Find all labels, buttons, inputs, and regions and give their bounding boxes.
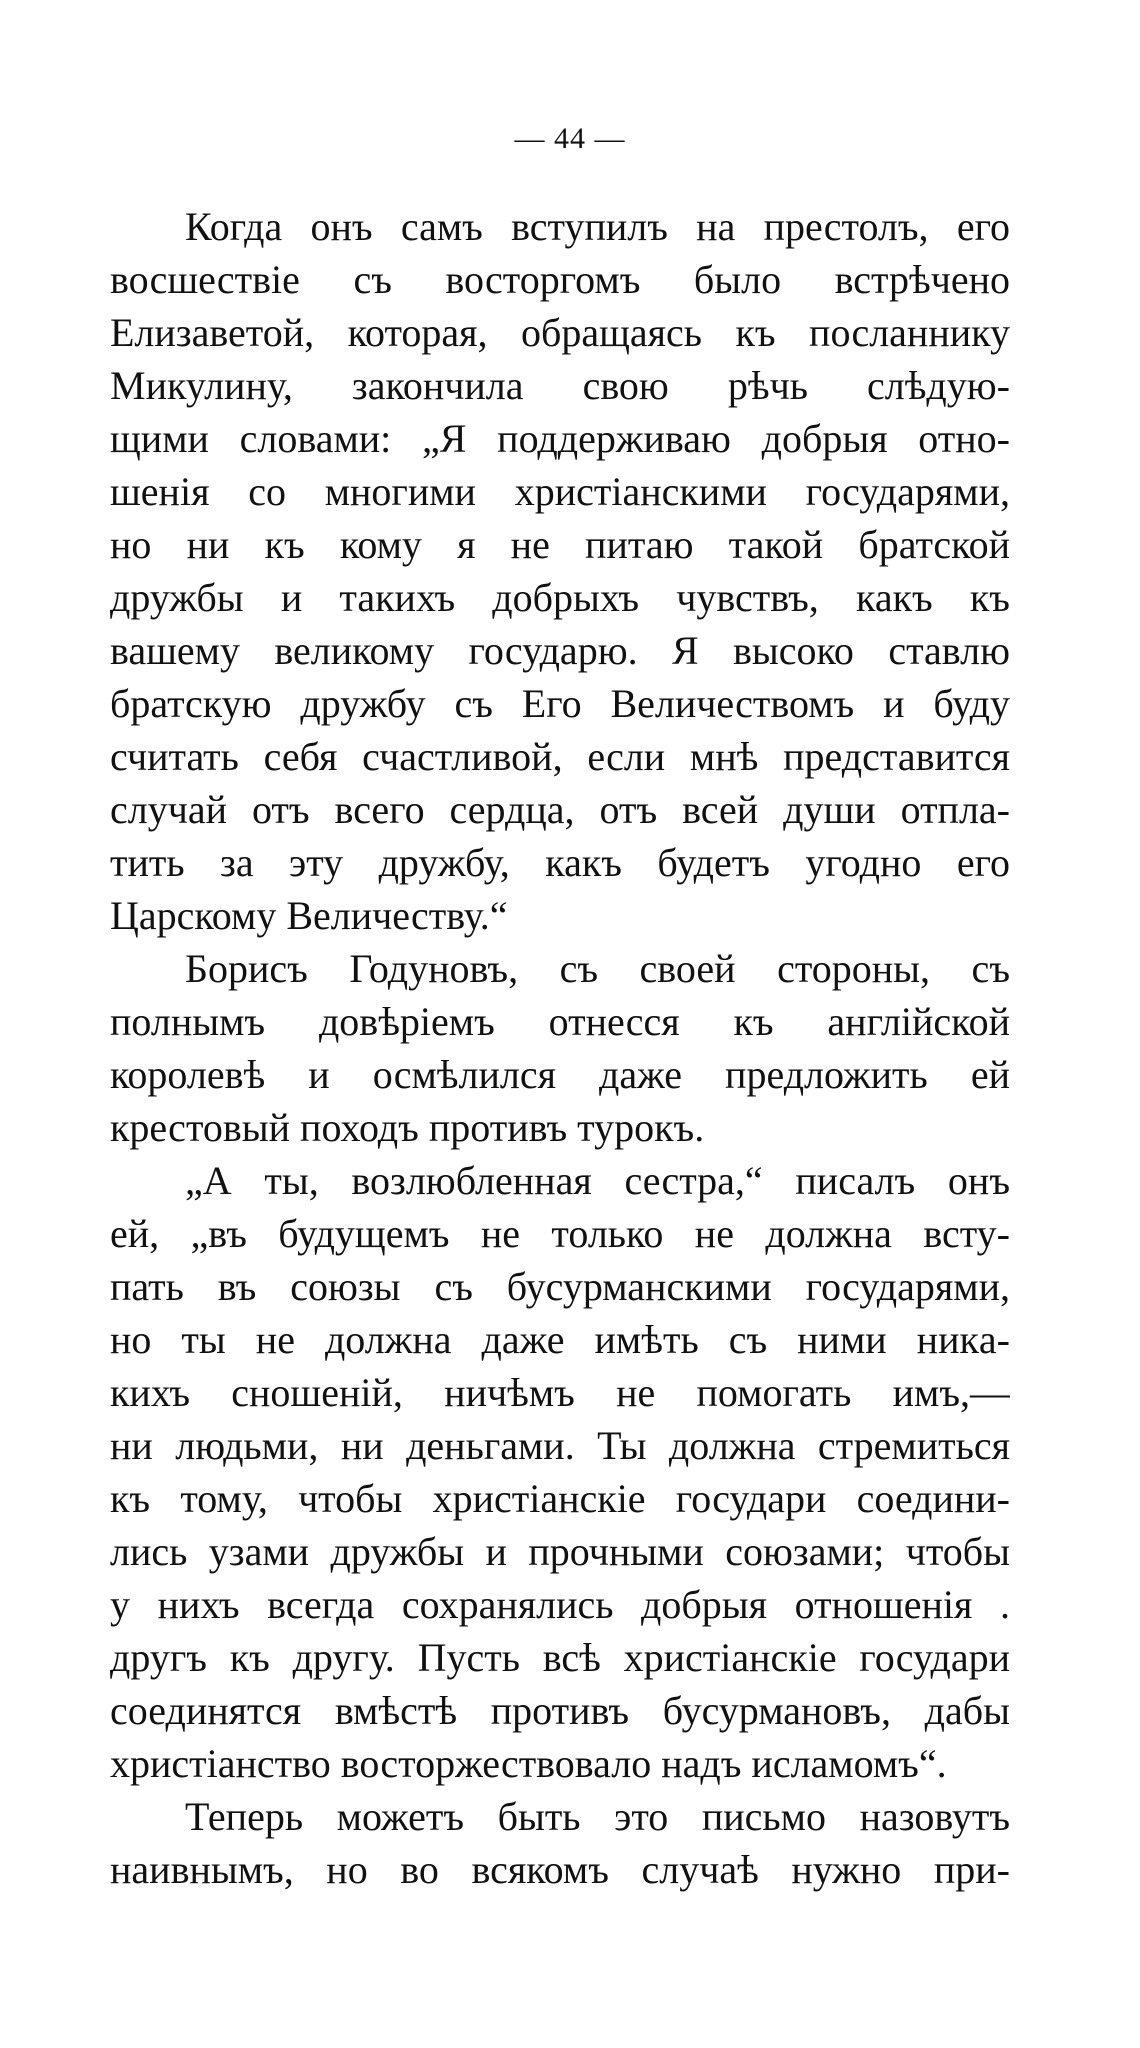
text-line: но ни къ кому я не питаю такой братской (110, 522, 1010, 567)
text-line: крестовый походъ противъ турокъ. (110, 1105, 705, 1150)
page-number: — 44 — (514, 122, 626, 155)
text-line: Елизаветой, которая, обращаясь къ посланнику (110, 310, 1010, 355)
text-line: восшествіе съ восторгомъ было встрѣчено (110, 257, 1010, 302)
text-line: къ тому, чтобы христіанскіе государи соедини- (110, 1476, 1010, 1521)
text-line: ей, „въ будущемъ не только не должна всту- (110, 1211, 1010, 1256)
text-line: считать себя счастливой, если мнѣ представится (110, 734, 1010, 779)
body-text (110, 200, 1010, 1896)
text-line: Когда онъ самъ вступилъ на престолъ, его (185, 204, 1010, 249)
text-line: дружбы и такихъ добрыхъ чувствъ, какъ къ (110, 575, 1010, 620)
text-line: Царскому Величеству.“ (110, 893, 508, 938)
text-line: случай отъ всего сердца, отъ всей души отпла- (110, 787, 1010, 832)
text-line: но ты не должна даже имѣть съ ними никa- (110, 1317, 1010, 1362)
text-line: Теперь можетъ быть это письмо назовутъ (185, 1794, 1010, 1839)
text-line: ни людьми, ни деньгами. Ты должна стремиться (110, 1423, 1010, 1468)
text-line: щими словами: „Я поддерживаю добрыя отно- (110, 416, 1010, 461)
text-line: Микулину, закончила свою рѣчь слѣдую- (110, 363, 1010, 408)
text-line: у нихъ всегда сохранялись добрыя отношенія . (110, 1582, 1010, 1627)
text-line: вашему великому государю. Я высоко ставлю (110, 628, 1010, 673)
text-line: другъ къ другу. Пусть всѣ христіанскіе государи (110, 1635, 1010, 1680)
text-line: христіанство восторжествовало надъ исламомъ“. (110, 1741, 947, 1786)
text-line: „А ты, возлюбленная сестра,“ писалъ онъ (185, 1158, 1010, 1203)
text-line: Борисъ Годуновъ, съ своей стороны, съ (185, 946, 1010, 991)
text-line: тить за эту дружбу, какъ будетъ угодно его (110, 840, 1010, 885)
text-line: королевѣ и осмѣлился даже предложить ей (110, 1052, 1010, 1097)
text-line: шенія со многими христіанскими государями, (110, 469, 1010, 514)
text-line: соединятся вмѣстѣ противъ бусурмановъ, дабы (110, 1688, 1010, 1733)
text-line: кихъ сношеній, ничѣмъ не помогать имъ,— (110, 1370, 1010, 1415)
text-line: лись узами дружбы и прочными союзами; чтобы (110, 1529, 1010, 1574)
text-line: наивнымъ, но во всякомъ случаѣ нужно при- (110, 1847, 1010, 1892)
text-line: пать въ союзы съ бусурманскими государями, (110, 1264, 1010, 1309)
text-line: братскую дружбу съ Его Величествомъ и буду (110, 681, 1010, 726)
text-line: полнымъ довѣріемъ отнесся къ англійской (110, 999, 1010, 1044)
